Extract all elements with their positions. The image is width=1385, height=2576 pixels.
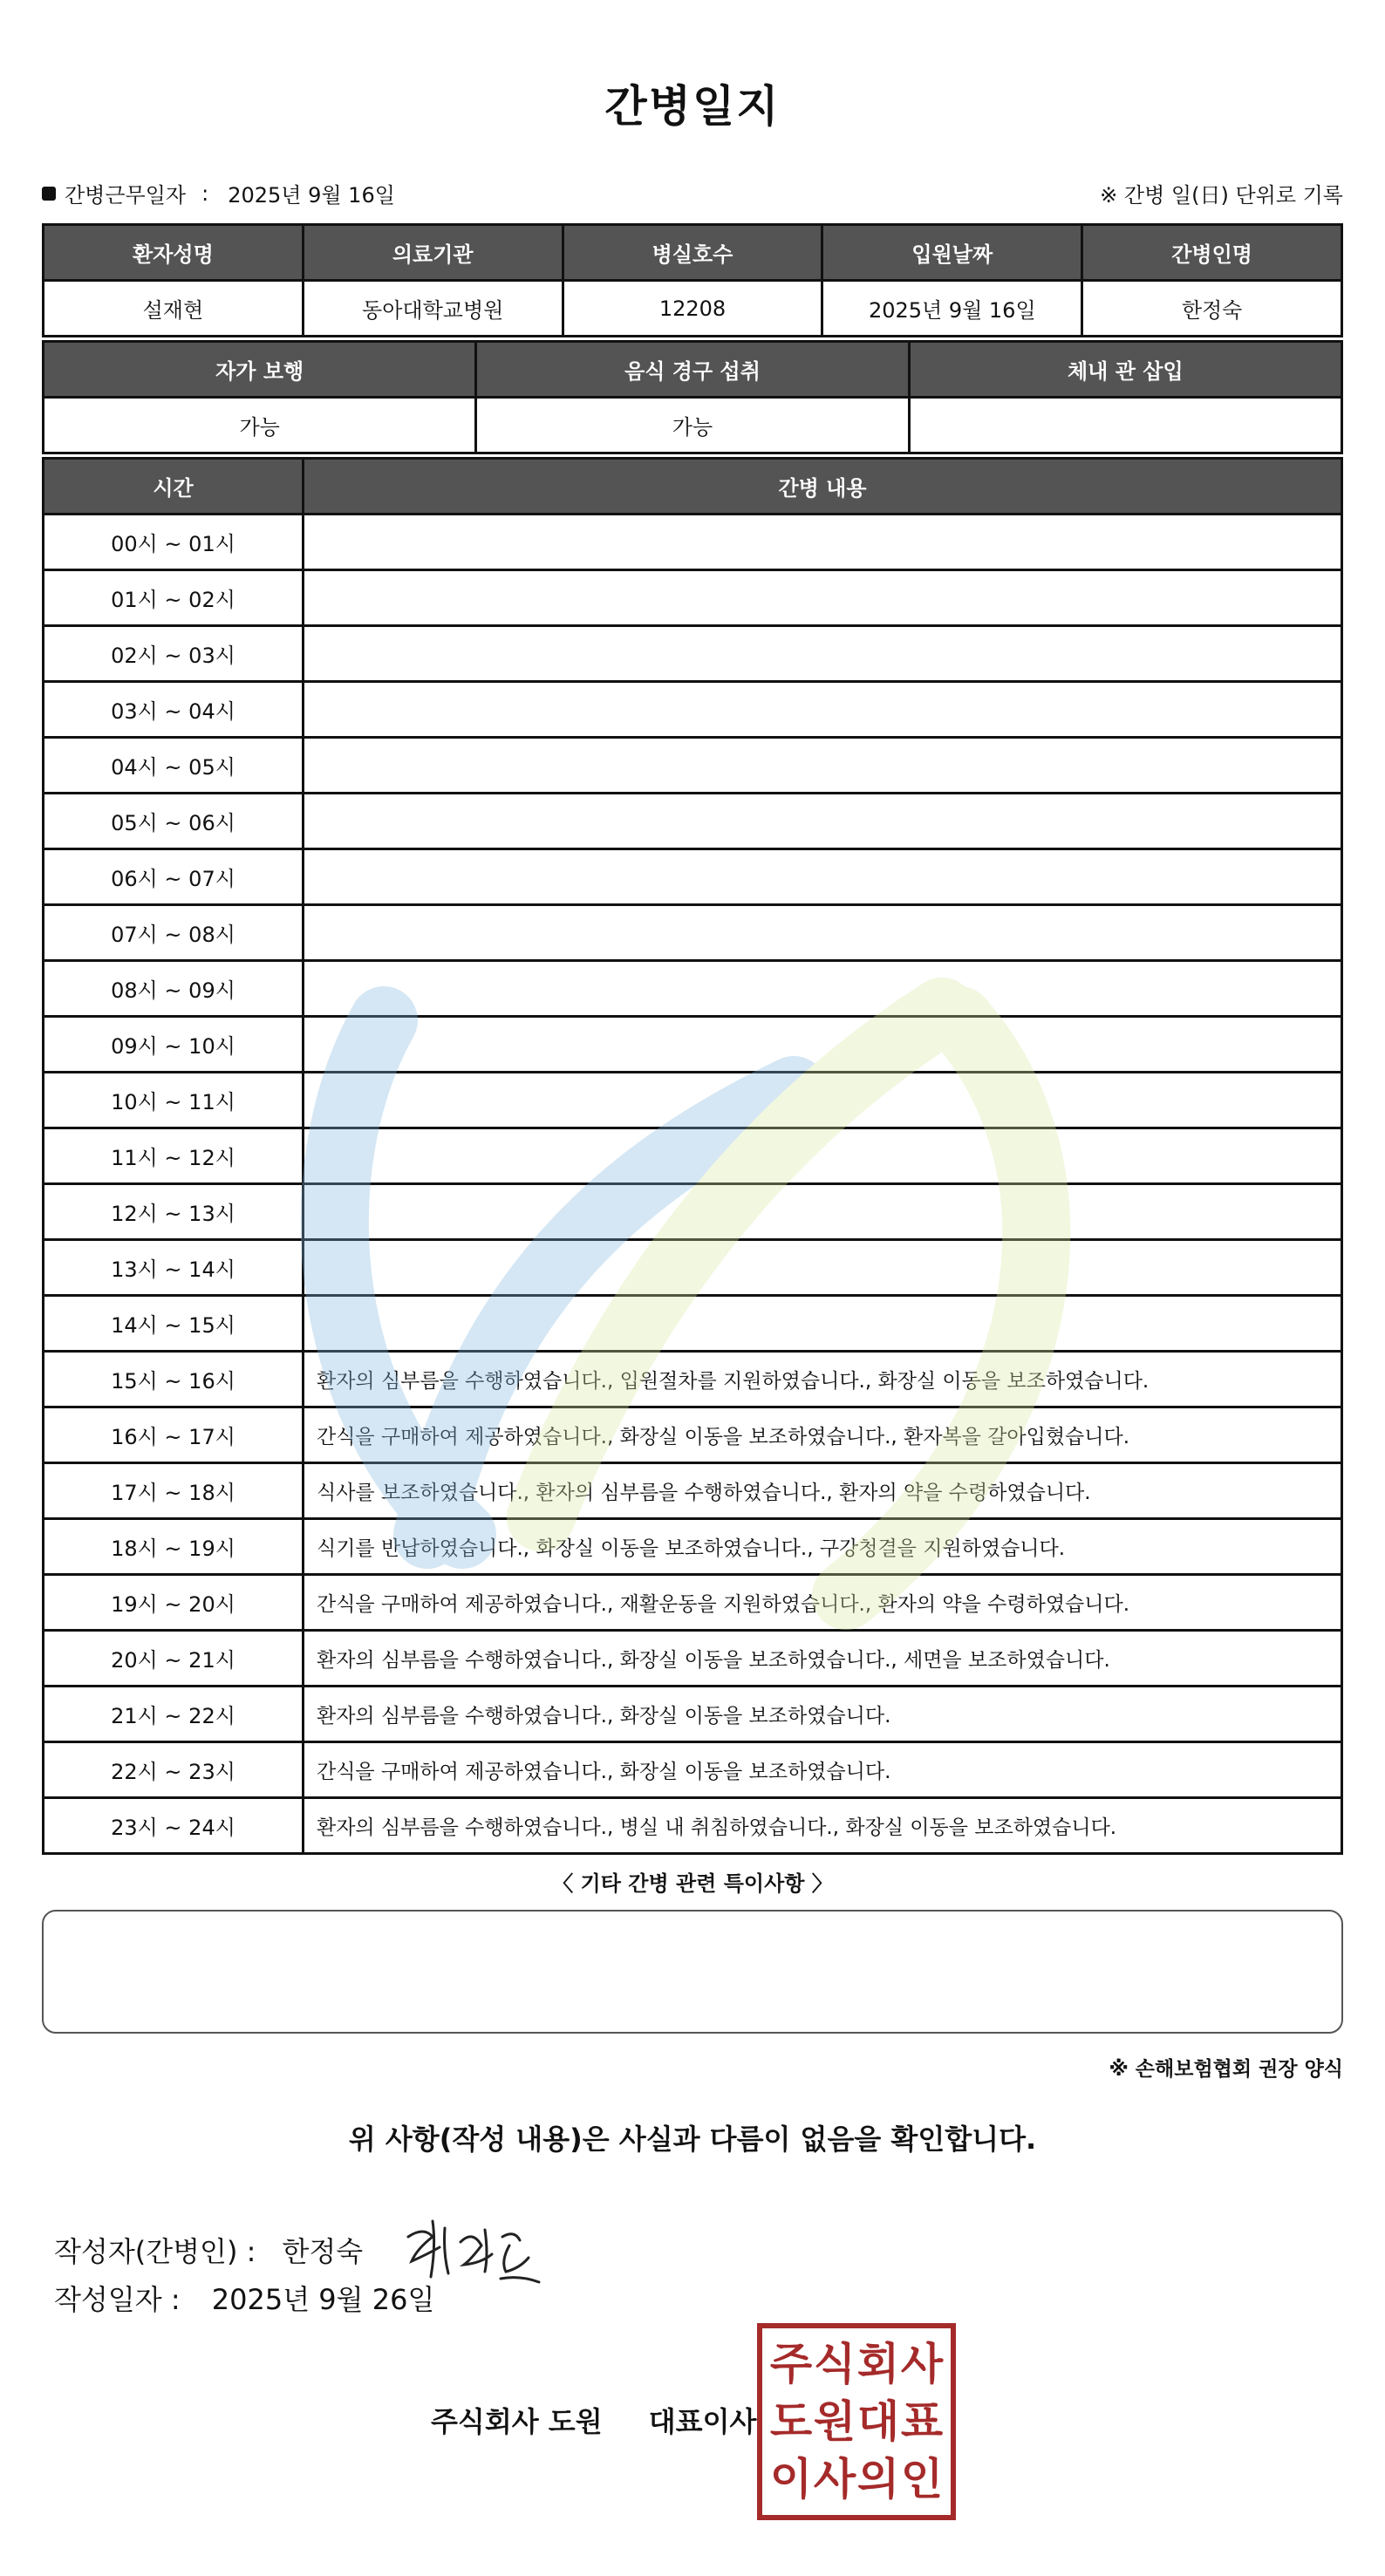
admission-date: 2025년 9월 16일 (822, 281, 1082, 337)
seal-char: 도 (769, 2396, 813, 2447)
time-cell: 15시 ~ 16시 (44, 1352, 304, 1407)
table-row (44, 905, 1342, 961)
caregiver-name: 한정숙 (1082, 281, 1342, 337)
table-row (44, 1073, 1342, 1128)
patient-name: 설재현 (44, 281, 304, 337)
header-admission-date: 입원날짜 (822, 225, 1082, 281)
write-date-value: 2025년 9월 26일 (211, 2283, 435, 2316)
time-cell: 22시 ~ 23시 (44, 1742, 304, 1798)
patient-status-table (42, 340, 1343, 454)
tube-insertion-value (909, 398, 1341, 453)
time-cell: 00시 ~ 01시 (44, 515, 304, 570)
seal-char: 회 (856, 2339, 900, 2389)
write-date-label: 작성일자 : (54, 2283, 181, 2316)
table-row (44, 1798, 1342, 1854)
status-header-row (44, 342, 1342, 398)
table-row (44, 738, 1342, 794)
association-form-note: ※ 손해보험협회 권장 양식 (1109, 2058, 1343, 2081)
header-oral-intake: 음식 경구 섭취 (476, 342, 909, 398)
header-tube-insertion: 체내 관 삽입 (909, 342, 1341, 398)
seal-char: 원 (813, 2396, 856, 2447)
time-cell: 03시 ~ 04시 (44, 682, 304, 738)
time-cell: 12시 ~ 13시 (44, 1184, 304, 1240)
table-row (44, 1128, 1342, 1184)
time-cell: 08시 ~ 09시 (44, 961, 304, 1017)
record-unit-note: ※ 간병 일(日) 단위로 기록 (1100, 183, 1343, 208)
content-cell: 식기를 반납하였습니다., 화장실 이동을 보조하였습니다., 구강청결을 지원하였습니다. (304, 1519, 1342, 1575)
content-cell: 환자의 심부름을 수행하였습니다., 병실 내 취침하였습니다., 화장실 이동을 보조하였습니다. (304, 1798, 1342, 1854)
page-title: 간병일지 (604, 81, 781, 132)
content-cell (304, 626, 1342, 682)
care-log-table (42, 457, 1343, 1855)
patient-info-header-row (44, 225, 1342, 281)
content-cell: 간식을 구매하여 제공하였습니다., 재활운동을 지원하였습니다., 환자의 약을 수령하였습니다. (304, 1575, 1342, 1631)
time-cell: 18시 ~ 19시 (44, 1519, 304, 1575)
table-row (44, 1742, 1342, 1798)
content-cell (304, 1073, 1342, 1128)
header-time: 시간 (44, 459, 304, 515)
time-cell: 02시 ~ 03시 (44, 626, 304, 682)
seal-char: 이 (769, 2454, 813, 2504)
content-cell (304, 1128, 1342, 1184)
seal-char: 사 (813, 2454, 856, 2504)
walking-value: 가능 (44, 398, 476, 453)
content-cell: 식사를 보조하였습니다., 환자의 심부름을 수행하였습니다., 환자의 약을 수령하였습니다. (304, 1463, 1342, 1519)
table-row (44, 1240, 1342, 1296)
hospital-name: 동아대학교병원 (303, 281, 563, 337)
seal-char: 표 (900, 2396, 944, 2447)
content-cell (304, 515, 1342, 570)
log-header-row (44, 459, 1342, 515)
table-row (44, 1631, 1342, 1687)
content-cell (304, 849, 1342, 905)
header-hospital: 의료기관 (303, 225, 563, 281)
content-cell (304, 1017, 1342, 1073)
time-cell: 14시 ~ 15시 (44, 1296, 304, 1352)
status-value-row (44, 398, 1342, 453)
time-cell: 09시 ~ 10시 (44, 1017, 304, 1073)
table-row (44, 849, 1342, 905)
patient-info-table (42, 223, 1343, 337)
seal-char: 의 (856, 2454, 900, 2504)
time-cell: 13시 ~ 14시 (44, 1240, 304, 1296)
time-cell: 07시 ~ 08시 (44, 905, 304, 961)
bullet-square-icon (42, 187, 56, 201)
work-date-value: 2025년 9월 16일 (228, 183, 395, 208)
work-date-label: 간병근무일자 (65, 183, 187, 208)
seal-char: 식 (813, 2339, 856, 2389)
time-cell: 05시 ~ 06시 (44, 794, 304, 849)
table-row (44, 1184, 1342, 1240)
time-cell: 21시 ~ 22시 (44, 1687, 304, 1742)
work-date-colon: : (201, 181, 209, 206)
table-row (44, 1296, 1342, 1352)
time-cell: 17시 ~ 18시 (44, 1463, 304, 1519)
company-name: 주식회사 도원 (431, 2405, 603, 2438)
table-row (44, 1463, 1342, 1519)
writer-label: 작성자(간병인) : (54, 2235, 256, 2268)
header-care-content: 간병 내용 (304, 459, 1342, 515)
special-notes-box (42, 1910, 1343, 2034)
table-row (44, 1687, 1342, 1742)
time-cell: 16시 ~ 17시 (44, 1407, 304, 1463)
time-cell: 20시 ~ 21시 (44, 1631, 304, 1687)
content-cell (304, 1240, 1342, 1296)
header-patient-name: 환자성명 (44, 225, 304, 281)
content-cell: 환자의 심부름을 수행하였습니다., 화장실 이동을 보조하였습니다., 세면을 보조하였습니다. (304, 1631, 1342, 1687)
content-cell: 환자의 심부름을 수행하였습니다., 화장실 이동을 보조하였습니다. (304, 1687, 1342, 1742)
room-number: 12208 (563, 281, 822, 337)
seal-char: 사 (900, 2339, 944, 2389)
content-cell: 환자의 심부름을 수행하였습니다., 입원절차를 지원하였습니다., 화장실 이동을 보조하였습니다. (304, 1352, 1342, 1407)
table-row (44, 682, 1342, 738)
time-cell: 10시 ~ 11시 (44, 1073, 304, 1128)
table-row (44, 794, 1342, 849)
time-cell: 19시 ~ 20시 (44, 1575, 304, 1631)
seal-char: 인 (900, 2454, 944, 2504)
content-cell (304, 905, 1342, 961)
writer-name: 한정숙 (282, 2235, 364, 2268)
content-cell (304, 1184, 1342, 1240)
special-notes-heading: 〈 기타 간병 관련 특이사항 〉 (552, 1871, 833, 1896)
time-cell: 06시 ~ 07시 (44, 849, 304, 905)
confirmation-statement: 위 사항(작성 내용)은 사실과 다름이 없음을 확인합니다. (348, 2123, 1037, 2156)
table-row (44, 1575, 1342, 1631)
table-row (44, 626, 1342, 682)
time-cell: 04시 ~ 05시 (44, 738, 304, 794)
table-row (44, 961, 1342, 1017)
content-cell (304, 570, 1342, 626)
content-cell: 간식을 구매하여 제공하였습니다., 화장실 이동을 보조하였습니다. (304, 1742, 1342, 1798)
header-caregiver-name: 간병인명 (1082, 225, 1342, 281)
time-cell: 23시 ~ 24시 (44, 1798, 304, 1854)
content-cell (304, 961, 1342, 1017)
time-cell: 11시 ~ 12시 (44, 1128, 304, 1184)
company-signature-line (431, 2400, 756, 2440)
table-row (44, 1519, 1342, 1575)
table-row (44, 570, 1342, 626)
content-cell (304, 1296, 1342, 1352)
seal-char: 대 (856, 2396, 900, 2447)
work-date (42, 178, 395, 208)
header-walking: 자가 보행 (44, 342, 476, 398)
content-cell (304, 738, 1342, 794)
content-cell (304, 794, 1342, 849)
content-cell (304, 682, 1342, 738)
table-row (44, 1407, 1342, 1463)
oral-intake-value: 가능 (476, 398, 909, 453)
header-room-number: 병실호수 (563, 225, 822, 281)
write-date-row (54, 2278, 434, 2318)
table-row (44, 515, 1342, 570)
table-row (44, 1352, 1342, 1407)
meta-row (42, 178, 1343, 213)
company-seal (757, 2323, 956, 2520)
seal-char: 주 (769, 2339, 813, 2389)
representative-title: 대표이사 (648, 2405, 757, 2438)
content-cell: 간식을 구매하여 제공하였습니다., 화장실 이동을 보조하였습니다., 환자복을 갈아입혔습니다. (304, 1407, 1342, 1463)
patient-info-value-row (44, 281, 1342, 337)
table-row (44, 1017, 1342, 1073)
time-cell: 01시 ~ 02시 (44, 570, 304, 626)
